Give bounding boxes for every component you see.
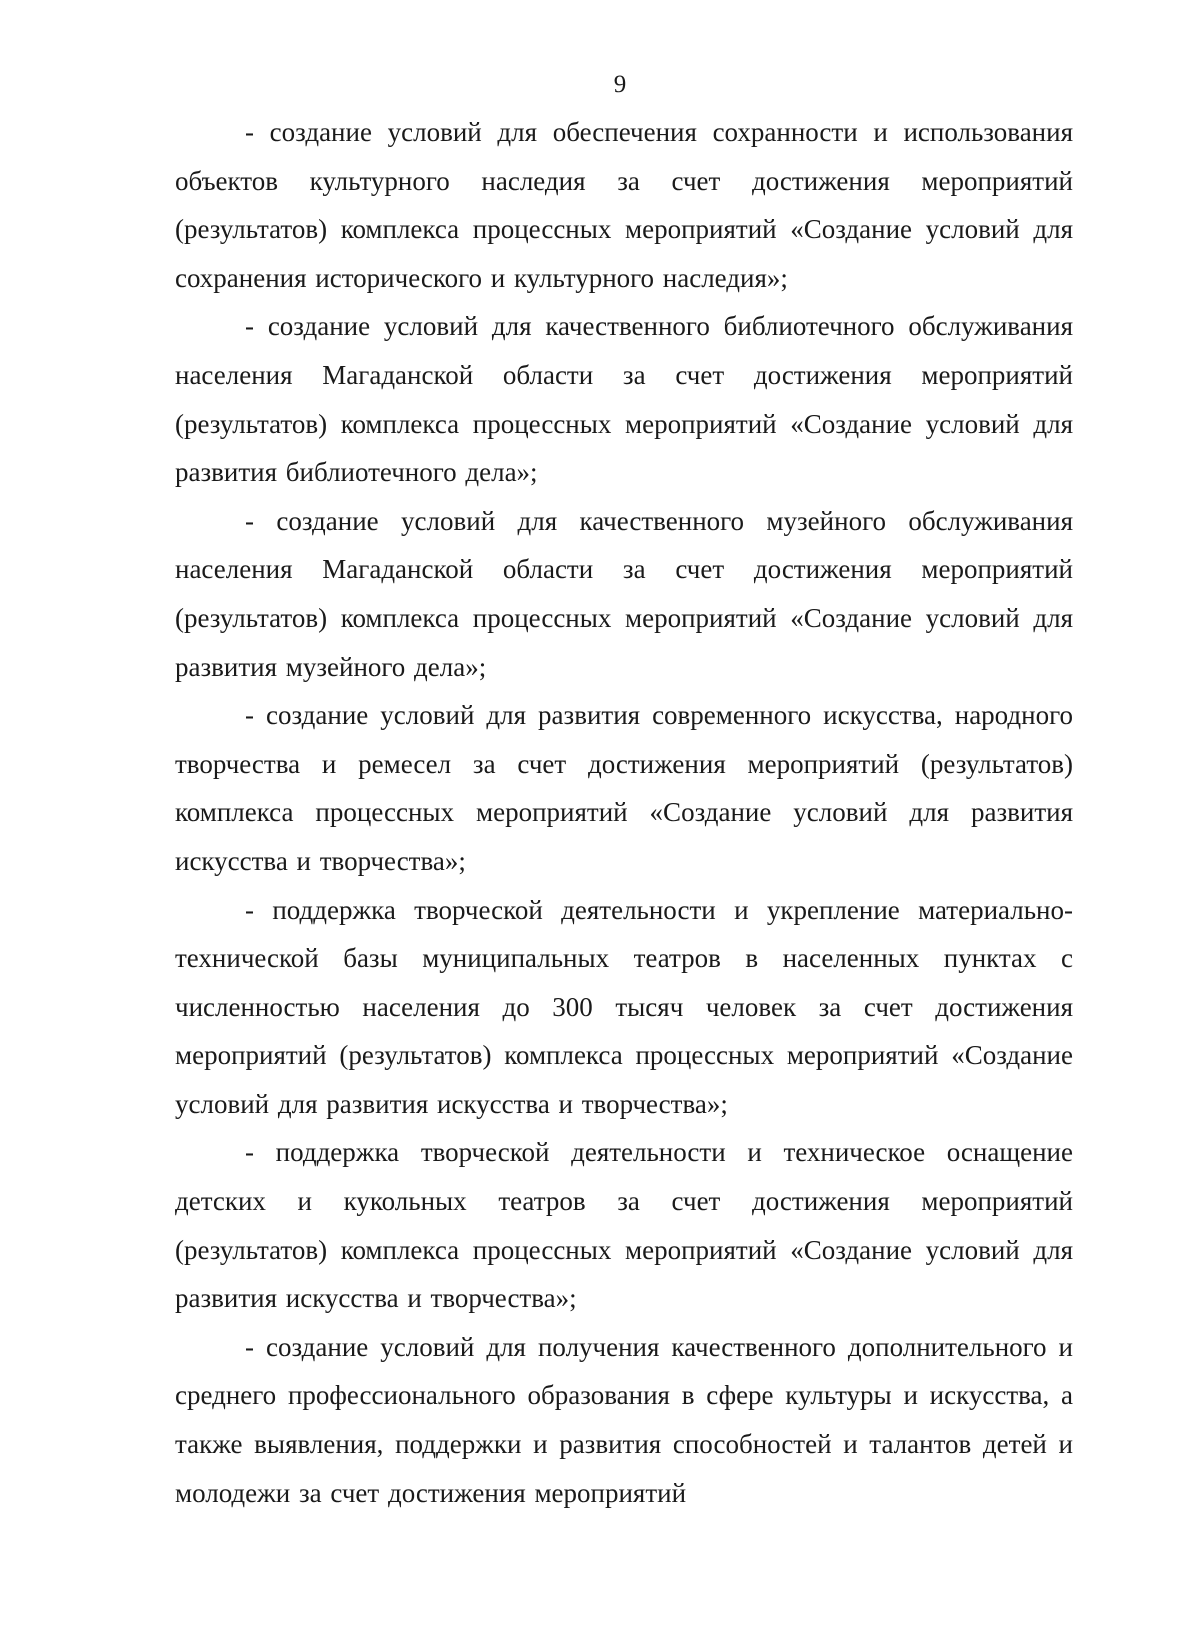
paragraph-heritage: - создание условий для обеспечения сохранности и использования объектов культурного наследия за счет достижения мероприятий (результатов) комплекса процессных мероприятий «Создание условий для сохранения исторического и культурного наследия»;	[175, 117, 1073, 293]
paragraph-puppet-theatres: - поддержка творческой деятельности и техническое оснащение детских и кукольных театров за счет достижения мероприятий (результатов) комплекса процессных мероприятий «Создание условий для развития искусства и творчества»;	[175, 1137, 1073, 1314]
document-body	[175, 108, 1073, 1517]
paragraph-education: - создание условий для получения качественного дополнительного и среднего профессионального образования в сфере культуры и искусства, а также выявления, поддержки и развития способностей и талантов детей и молодежи за счет достижения мероприятий	[175, 1331, 1073, 1508]
page-number: 9	[613, 71, 627, 98]
paragraph-municipal-theatres: - поддержка творческой деятельности и укрепление материально-технической базы муниципальных театров в населенных пунктах с численностью населения до 300 тысяч человек за счет достижения мероприятий (результатов) комплекса процессных мероприятий «Создание условий для развития искусства и творчества»;	[175, 894, 1073, 1119]
paragraph-museum: - создание условий для качественного музейного обслуживания населения Магаданской области за счет достижения мероприятий (результатов) комплекса процессных мероприятий «Создание условий для развития музейного дела»;	[175, 505, 1073, 682]
paragraph-art: - создание условий для развития современного искусства, народного творчества и ремесел за счет достижения мероприятий (результатов) комплекса процессных мероприятий «Создание условий для развития искусства и творчества»;	[175, 700, 1073, 876]
paragraph-library: - создание условий для качественного библиотечного обслуживания населения Магаданской области за счет достижения мероприятий (результатов) комплекса процессных мероприятий «Создание условий для развития библиотечного дела»;	[175, 311, 1073, 488]
